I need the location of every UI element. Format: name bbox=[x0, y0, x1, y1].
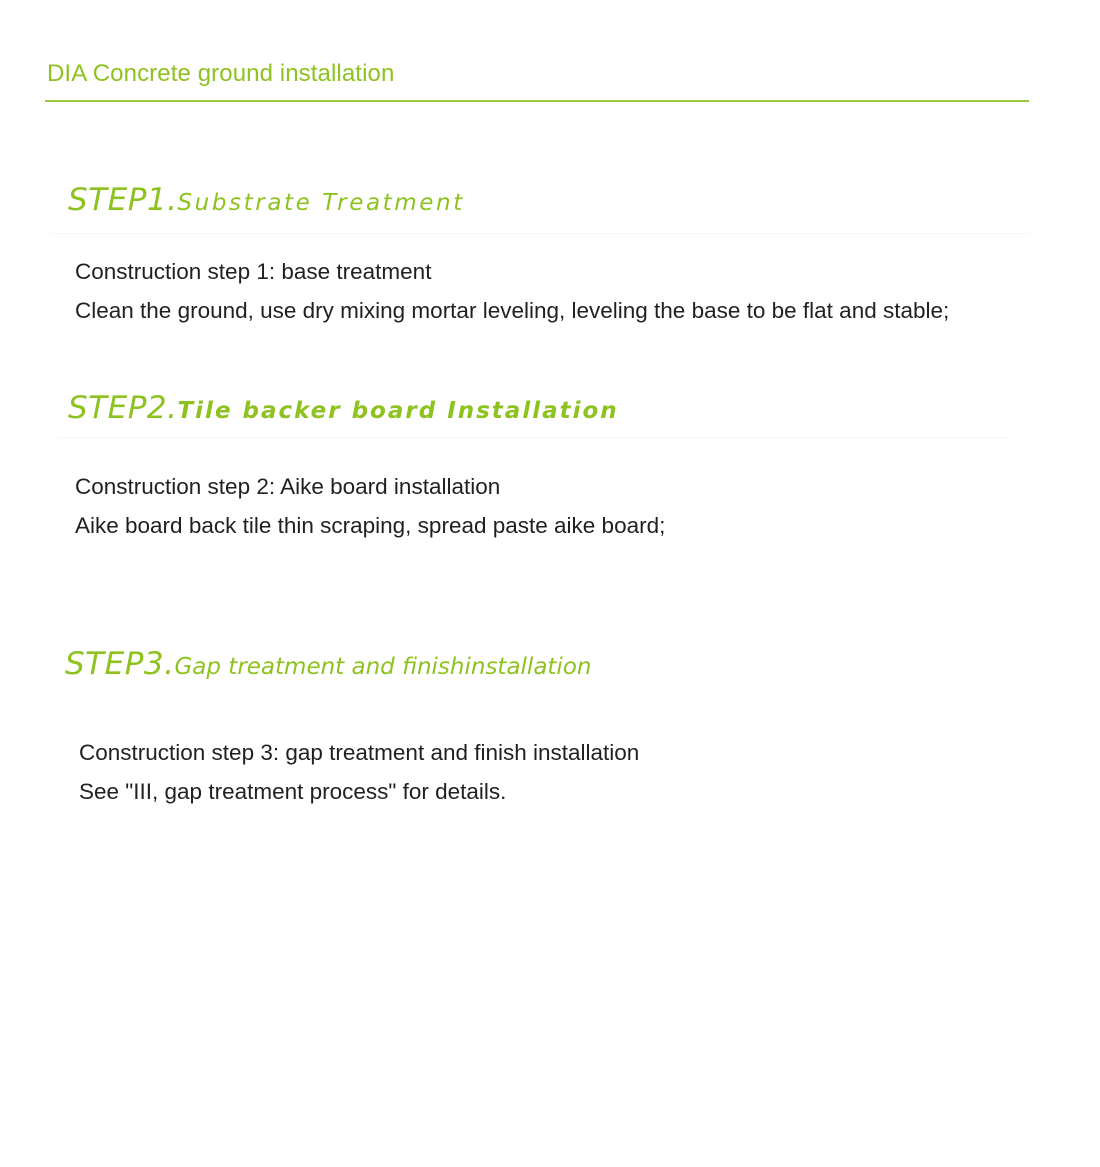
step2-heading bbox=[68, 390, 619, 426]
step2-title: Tile backer board Installation bbox=[177, 398, 619, 424]
step1-title: Substrate Treatment bbox=[177, 190, 465, 216]
step1-body bbox=[75, 252, 949, 330]
title-divider bbox=[45, 100, 1029, 102]
step3-body bbox=[79, 733, 639, 811]
step1-number: STEP1. bbox=[68, 182, 178, 218]
step2-number: STEP2. bbox=[68, 390, 178, 426]
step3-number: STEP3. bbox=[65, 646, 175, 682]
step3-line1: Construction step 3: gap treatment and finish installation bbox=[79, 740, 640, 765]
step1-heading bbox=[68, 182, 465, 218]
step1-line1: Construction step 1: base treatment bbox=[75, 259, 432, 284]
step3-heading bbox=[65, 646, 591, 682]
step2-divider bbox=[58, 437, 1008, 438]
step1-line2: Clean the ground, use dry mixing mortar leveling, leveling the base to be flat and stable; bbox=[75, 298, 950, 323]
step3-title: Gap treatment and finishinstallation bbox=[174, 654, 592, 680]
step3-line2: See "III, gap treatment process" for details. bbox=[79, 779, 507, 804]
step2-line2: Aike board back tile thin scraping, spread paste aike board; bbox=[75, 513, 666, 538]
step2-line1: Construction step 2: Aike board installation bbox=[75, 474, 501, 499]
step1-divider bbox=[50, 233, 1030, 234]
step2-body bbox=[75, 467, 665, 545]
page-title: DIA Concrete ground installation bbox=[47, 60, 395, 87]
